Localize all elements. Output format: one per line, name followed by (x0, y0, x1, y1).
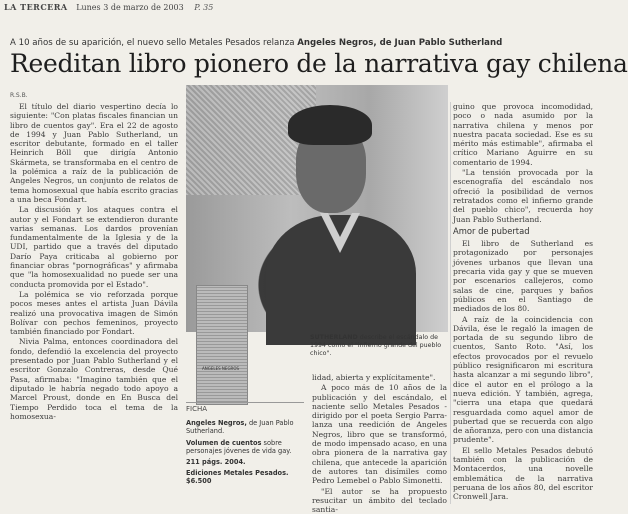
info-genre-detail: sobre personajes jóvenes de vida gay. (186, 438, 292, 455)
photo-shirt (266, 215, 416, 345)
paragraph: A poco más de 10 años de la publicación y del escándalo, el naciente sello Metales Pesados -dirigido por el poeta Sergio Parra- lanza una reedición de Angeles Negros, libro que se transformó, de modo impensado acaso, en una obra pionera de la narrativa gay chilena, que antecede la aparición de autores tan disímiles como Pedro Lemebel o Pablo Simonetti. (312, 383, 447, 486)
column-divider (450, 102, 451, 504)
article-column-1 (10, 102, 178, 504)
paragraph: "La tensión provocada por la escenografía del escándalo nos ofreció la posibilidad de vernos retratados como el infierno grande del pueblo chico", recuerda hoy Juan Pablo Sutherland. (453, 168, 593, 224)
headline: Reeditan libro pionero de la narrativa gay chilena (10, 49, 628, 78)
article-column-3 (453, 102, 593, 504)
info-author: de Juan Pablo Sutherland. (186, 419, 294, 436)
photo-caption (310, 334, 450, 357)
info-box-title: FICHA (186, 405, 208, 413)
deck-book-title: Angeles Negros, de Juan Pablo Sutherland (297, 38, 503, 48)
book-info-box (186, 402, 304, 503)
caption-text: describe el escándalo de 1994 como el "infierno grande del pueblo chico". (310, 334, 442, 357)
article-deck (10, 38, 590, 48)
info-pages: 211 págs. 2004. (186, 458, 246, 467)
book-cover-title: ANGELES NEGROS (202, 366, 240, 371)
info-publisher: Ediciones Metales Pesados. $6.500 (186, 469, 289, 486)
article-column-2 (312, 373, 447, 514)
caption-subject: SUTHERLAND (310, 334, 358, 341)
section-subhead: Amor de pubertad (453, 225, 530, 236)
photo-hair (288, 105, 372, 145)
paragraph: A raíz de la coincidencia con Dávila, ése le regaló la imagen de portada de su segundo libro de cuentos, Santo Roto. "Así, los efectos provocados por el revuelo público resignificaron mi escritura hasta alcanzar a mi segundo libro", dice el autor en el prólogo a la nueva edición. Y también, agrega, "cierra una etapa que quedará resguardada como aquel amor de pubertad que se recuerda con algo de añoranza, pero con una distancia prudente". (453, 314, 593, 445)
deck-text: A 10 años de su aparición, el nuevo sello Metales Pesados relanza (10, 38, 298, 48)
paragraph: Nivia Palma, entonces coordinadora del fondo, defendió la excelencia del proyecto presentado por Juan Pablo Sutherland y el escritor Gonzalo Contreras, desde Qué Pasa, afirmaba: "Imagino también que el diputado le habría negado todo apoyo a Marcel Proust, donde en En Busca del Tiempo Perdido toca el tema de la homosexua- (10, 337, 178, 421)
paragraph: guino que provoca incomodidad, poco o nada asumido por la narrativa chilena y menos por nuestra pacata sociedad. Ese es su mérito más estimable", afirmaba el crítico Mariano Aguirre en su comentario de 1994. (453, 102, 593, 167)
masthead (4, 2, 594, 14)
handwritten-page-note: P. 35 (194, 3, 214, 12)
info-genre: Volumen de cuentos (186, 438, 262, 447)
paragraph: El sello Metales Pesados debutó también con la publicación de Montacerdos, una novelle emblemática de la narrativa peruana de los años 80, del escritor Cronwell Jara. (453, 445, 593, 502)
newspaper-name: LA TERCERA (4, 2, 68, 12)
paragraph: lidad, abierta y explícitamente". (312, 373, 436, 382)
paragraph: El título del diario vespertino decía lo siguiente: "Con platas fiscales financian un libro de cuentos gay". Era el 22 de agosto de 1994 y Juan Pablo Sutherland, un escritor debutante, formado en el taller Heinrich Böll que dirigía Antonio Skármeta, se transformaba en el centro de la polémica a raíz de la publicación de Angeles Negros, un conjunto de relatos de tema homosexual que había escrito gracias a una beca Fondart. (10, 102, 178, 204)
paragraph: La polémica se vio reforzada porque pocos meses antes el artista Juan Dávila realizó una provocativa imagen de Simón Bolívar con pechos femeninos, proyecto también financiado por Fondart. (10, 289, 178, 337)
byline: R.S.B. (10, 92, 28, 99)
paragraph: El libro de Sutherland es protagonizado por personajes jóvenes urbanos que llevan una precaria vida gay y que se mueven por escenarios callejeros, como salas de cine, parques y baños públicos en el Santiago de mediados de los 80. (453, 239, 593, 314)
paragraph: La discusión y los ataques contra el autor y el Fondart se extendieron durante varias semanas. Los dardos provenían fundamentalmente de la Iglesia y de la UDI, partido que a través del diputado Darío Paya criticaba al gobierno por financiar obras "pornográficas" y afirmaba que "la homosexualidad no puede ser una conducta promovida por el Estado". (10, 205, 178, 289)
paragraph: "El autor se ha propuesto resucitar un ámbito del teclado santia- (312, 486, 447, 514)
issue-date: Lunes 3 de marzo de 2003 (76, 3, 184, 12)
book-cover-image (196, 285, 248, 405)
info-book-title: Angeles Negros, (186, 419, 247, 428)
